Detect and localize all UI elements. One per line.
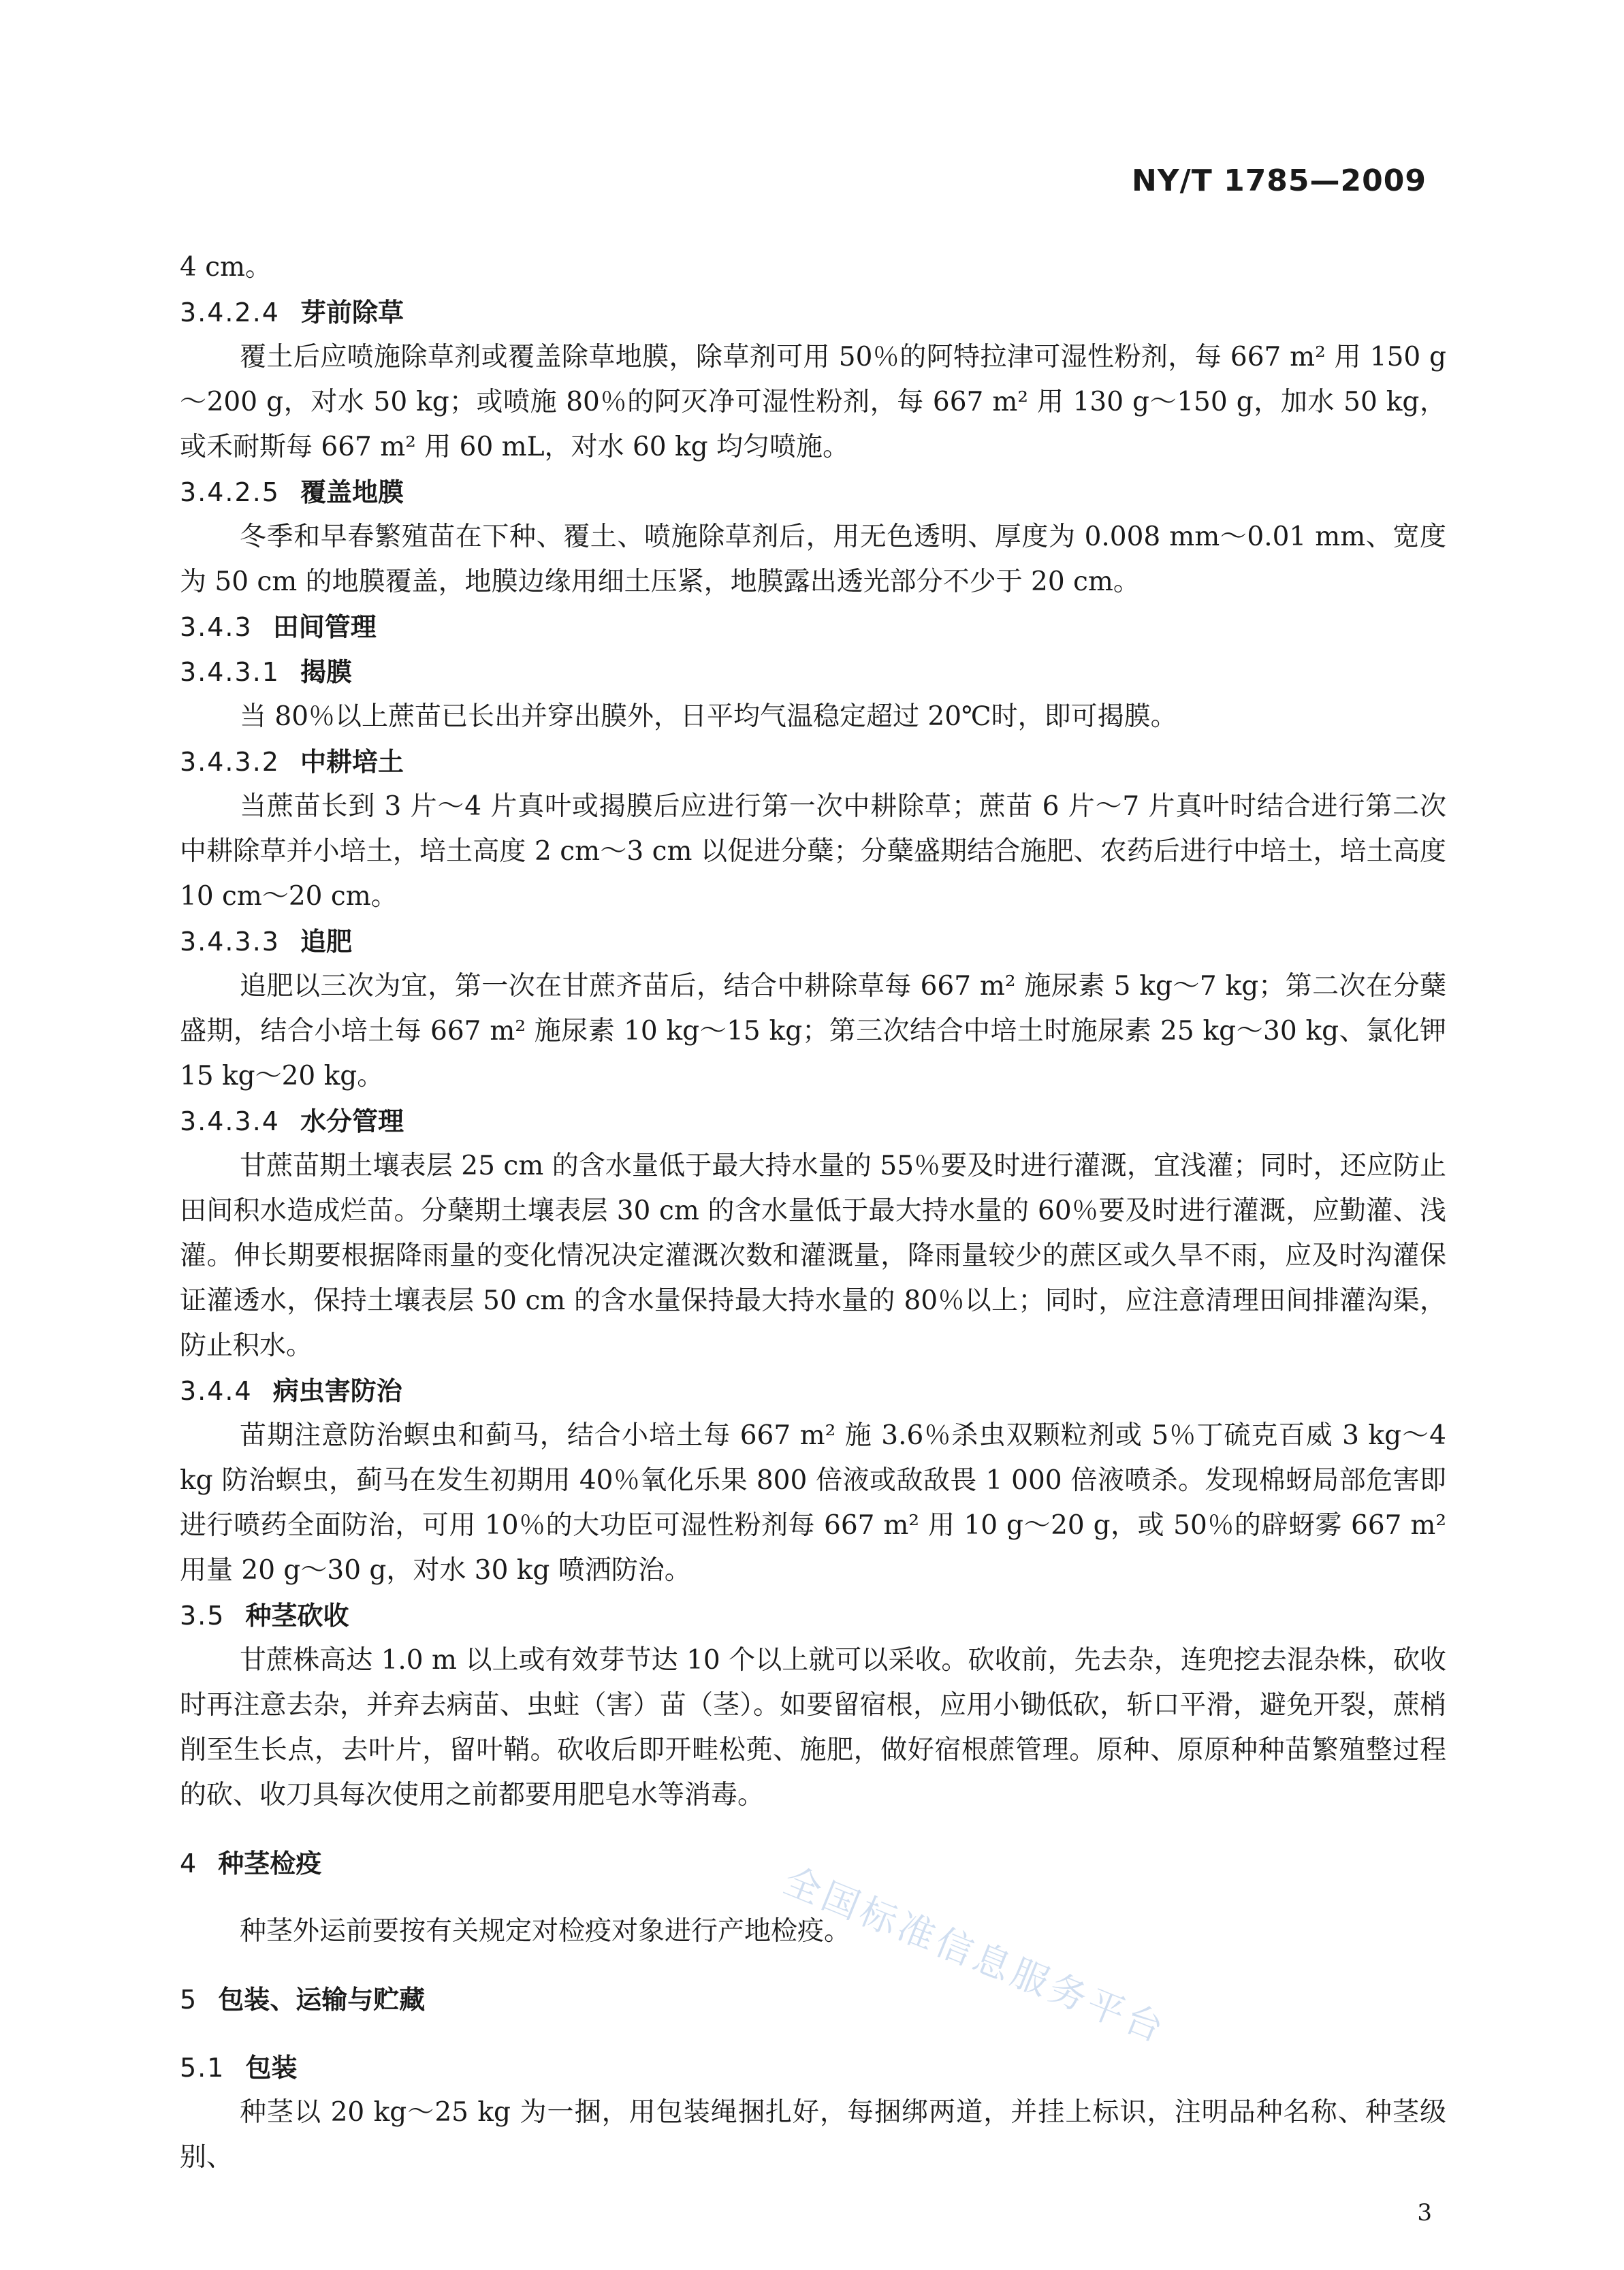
section-title: 揭膜: [300, 657, 352, 687]
section-title: 包装: [245, 2053, 298, 2083]
section-number: 3.4.3: [180, 612, 253, 642]
section-heading: [180, 650, 1446, 694]
paragraph: 当蔗苗长到 3 片～4 片真叶或揭膜后应进行第一次中耕除草；蔗苗 6 片～7 片真叶时结合进行第二次中耕除草并小培土，培土高度 2 cm～3 cm 以促进分蘖；分蘖盛期结合施肥、农药后进行中培土，培土高度 10 cm～20 cm。: [180, 791, 1446, 912]
section-heading: [180, 290, 1446, 335]
section-heading: [180, 1593, 1446, 1638]
section-heading: [180, 739, 1446, 784]
section-title: 覆盖地膜: [300, 477, 404, 507]
paragraph: 4 cm。: [180, 252, 272, 283]
section-title: 追肥: [300, 927, 352, 957]
section-number: 3.4.2.5: [180, 477, 280, 507]
section-heading: [180, 470, 1446, 515]
section-heading: [180, 2045, 1446, 2090]
document-code: NY/T 1785—2009: [1131, 163, 1427, 198]
paragraph: 种茎外运前要按有关规定对检疫对象进行产地检疫。: [240, 1916, 851, 1947]
section-number: 3.5: [180, 1601, 225, 1631]
section-number: 3.4.3.1: [180, 657, 280, 687]
chapter-title: 种茎检疫: [218, 1849, 322, 1879]
paragraph: 种茎以 20 kg～25 kg 为一捆，用包装绳捆扎好，每捆绑两道，并挂上标识，注明品种名称、种茎级别、: [180, 2097, 1446, 2173]
chapter-number: 4: [180, 1849, 198, 1879]
section-heading: [180, 919, 1446, 964]
paragraph: 追肥以三次为宜，第一次在甘蔗齐苗后，结合中耕除草每 667 m² 施尿素 5 kg～7 kg；第二次在分蘖盛期，结合小培土每 667 m² 施尿素 10 kg～15 kg；第三次结合中培土时施尿素 25 kg～30 kg、氯化钾 15 kg～20 kg。: [180, 971, 1446, 1091]
section-title: 水分管理: [300, 1106, 404, 1136]
section-title: 田间管理: [272, 612, 377, 642]
section-number: 3.4.4: [180, 1376, 253, 1406]
section-number: 3.4.2.4: [180, 298, 280, 327]
paragraph: 覆土后应喷施除草剂或覆盖除草地膜，除草剂可用 50％的阿特拉津可湿性粉剂，每 667 m² 用 150 g～200 g，对水 50 kg；或喷施 80％的阿灭净可湿性粉剂，每 667 m² 用 130 g～150 g，加水 50 kg，或禾耐斯每 667 m² 用 60 mL，对水 60 kg 均匀喷施。: [180, 342, 1446, 462]
paragraph: 当 80％以上蔗苗已长出并穿出膜外，日平均气温稳定超过 20℃时，即可揭膜。: [240, 701, 1177, 732]
page-number: 3: [1417, 2199, 1432, 2226]
section-title: 种茎砍收: [245, 1601, 349, 1631]
section-number: 5.1: [180, 2053, 225, 2083]
paragraph: 甘蔗株高达 1.0 m 以上或有效芽节达 10 个以上就可以采收。砍收前，先去杂，连兜挖去混杂株，砍收时再注意去杂，并弃去病苗、虫蛀（害）苗（茎）。如要留宿根，应用小锄低砍，斩口平滑，避免开裂，蔗梢削至生长点，去叶片，留叶鞘。砍收后即开畦松蔸、施肥，做好宿根蔗管理。原种、原原种种苗繁殖整过程的砍、收刀具每次使用之前都要用肥皂水等消毒。: [180, 1645, 1446, 1810]
section-title: 病虫害防治: [272, 1376, 402, 1406]
paragraph: 冬季和早春繁殖苗在下种、覆土、喷施除草剂后，用无色透明、厚度为 0.008 mm～0.01 mm、宽度为 50 cm 的地膜覆盖，地膜边缘用细土压紧，地膜露出透光部分不少于 20 cm。: [180, 522, 1446, 597]
chapter-number: 5: [180, 1985, 198, 2015]
section-number: 3.4.3.2: [180, 747, 280, 777]
section-heading: [180, 1099, 1446, 1144]
paragraph: 甘蔗苗期土壤表层 25 cm 的含水量低于最大持水量的 55％要及时进行灌溉，宜浅灌；同时，还应防止田间积水造成烂苗。分蘖期土壤表层 30 cm 的含水量低于最大持水量的 60％要及时进行灌溉，应勤灌、浅灌。伸长期要根据降雨量的变化情况决定灌溉次数和灌溉量，降雨量较少的蔗区或久旱不雨，应及时沟灌保证灌透水，保持土壤表层 50 cm 的含水量保持最大持水量的 80％以上；同时，应注意清理田间排灌沟渠，防止积水。: [180, 1151, 1446, 1361]
section-number: 3.4.3.4: [180, 1106, 280, 1136]
section-title: 芽前除草: [300, 298, 404, 327]
section-number: 3.4.3.3: [180, 927, 280, 957]
section-heading: [180, 1369, 1446, 1413]
watermark: 全国标准信息服务平台: [778, 1859, 1173, 2052]
chapter-title: 包装、运输与贮藏: [218, 1985, 426, 2015]
section-title: 中耕培土: [300, 747, 404, 777]
section-heading: [180, 605, 1446, 650]
chapter-heading: [180, 1977, 1446, 2022]
paragraph: 苗期注意防治螟虫和蓟马，结合小培土每 667 m² 施 3.6％杀虫双颗粒剂或 5％丁硫克百威 3 kg～4 kg 防治螟虫，蓟马在发生初期用 40％氧化乐果 800 倍液或敌敌畏 1 000 倍液喷杀。发现棉蚜局部危害即进行喷药全面防治，可用 10％的大功臣可湿性粉剂每 667 m² 用 10 g～20 g，或 50％的辟蚜雾 667 m² 用量 20 g～30 g，对水 30 kg 喷洒防治。: [180, 1420, 1446, 1586]
